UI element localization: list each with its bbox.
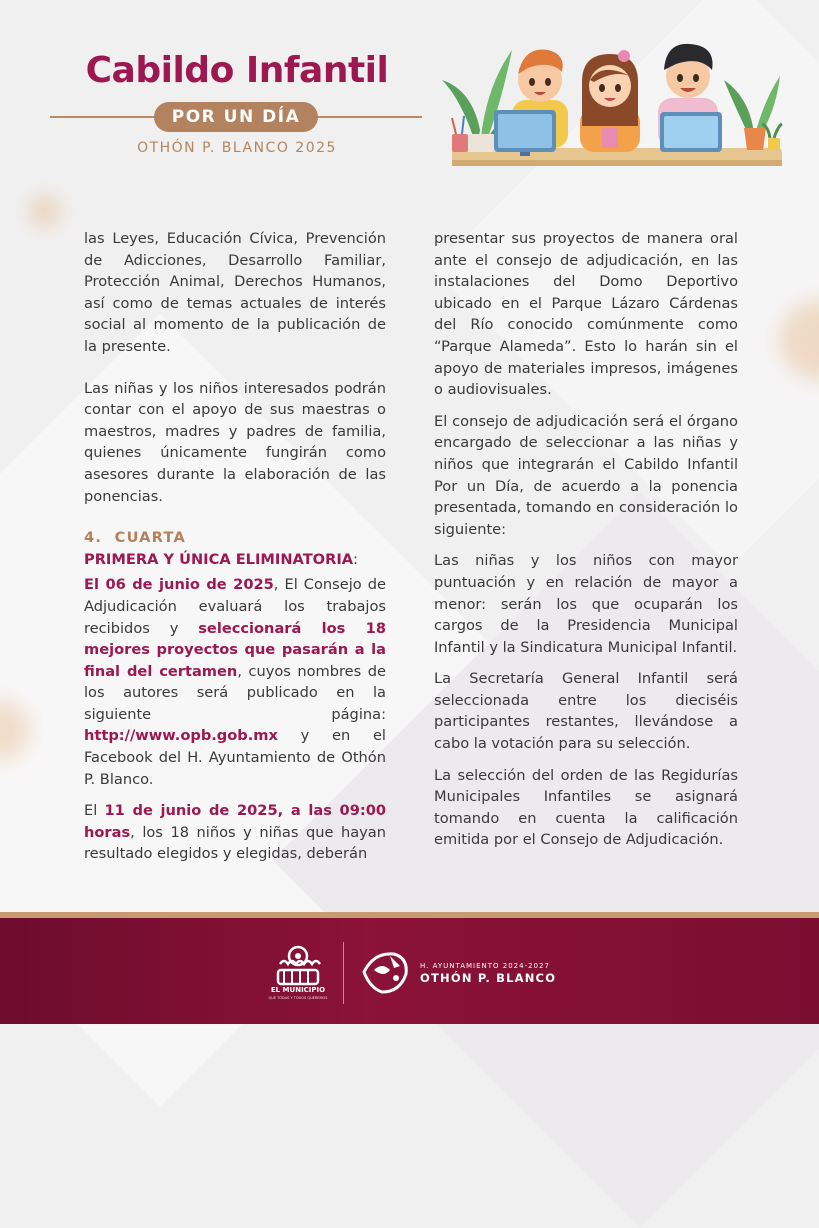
title-badge: POR UN DÍA — [154, 102, 318, 132]
paragraph: La Secretaría General Infantil será seleccionada entre los dieciséis participantes restantes, llevándose a cabo la votación para su selección. — [434, 670, 738, 753]
paragraph-text: , cuyos nombres de los autores será publicado en la siguiente página: — [84, 662, 386, 723]
kid-girl-center — [580, 50, 640, 152]
page-title: Cabildo Infantil — [85, 50, 389, 91]
section-heading — [84, 527, 386, 549]
paragraph-text: , los 18 niños y niñas que hayan resultado elegidos y elegidas, deberán — [84, 823, 386, 863]
paragraph: presentar sus proyectos de manera oral ante el consejo de adjudicación, en las instalaciones del Domo Deportivo ubicado en el Parque Lázaro Cárdenas del Río conocido comúnmente como “Parque Alameda”. Esto lo harán sin el apoyo de materiales impresos, imágenes o audiovisuales. — [434, 230, 738, 399]
website-link[interactable]: http://www.opb.gob.mx — [84, 727, 278, 745]
section-colon: : — [353, 550, 358, 568]
ayuntamiento-name: OTHÓN P. BLANCO — [420, 971, 557, 985]
plant-icon — [724, 76, 782, 150]
section-title: PRIMERA Y ÚNICA ELIMINATORIA — [84, 550, 354, 568]
paragraph-text: , El Consejo de Adjudicación evaluará los trabajos recibidos y — [84, 576, 386, 637]
ayuntamiento-period: H. AYUNTAMIENTO 2024-2027 — [420, 962, 550, 970]
date-highlight: El 06 de junio de 2025 — [84, 576, 274, 594]
title-rule-left — [50, 116, 160, 118]
paragraph: La selección del orden de las Regidurías Municipales Infantiles se asignará tomando en cuenta la calificación emitida por el Consejo de Adjudicación. — [434, 766, 738, 849]
paragraph: El consejo de adjudicación será el órgano encargado de seleccionar a las niñas y niños que integrarán el Cabildo Infantil Por un Día, de acuerdo a la ponencia presentada, tomando en consideración lo siguiente: — [434, 412, 738, 538]
section-number: 4. — [84, 529, 103, 547]
emblem-label: EL MUNICIPIO — [270, 986, 326, 994]
right-text-column — [434, 228, 738, 861]
monitor-icon — [660, 112, 722, 152]
bold-highlight: seleccionará los 18 mejores proyectos que pasarán a la final del certamen — [84, 619, 386, 680]
decorative-glow — [30, 196, 60, 226]
footer — [0, 918, 819, 1024]
footer-divider — [343, 942, 344, 1004]
monitor-icon — [494, 110, 556, 156]
date-highlight: 11 de junio de 2025, a las 09:00 horas — [84, 802, 387, 841]
ayuntamiento-logo-icon — [360, 948, 410, 996]
section-title-line — [84, 549, 386, 571]
left-text-column — [84, 228, 386, 875]
paragraph: Las niñas y los niños interesados podrán contar con el apoyo de sus maestras o maestros, madres y padres de familia, quienes únicamente fungirán como asesores durante la elaboración de las ponencias. — [84, 379, 386, 505]
title-rule-right — [314, 116, 422, 118]
paragraph-text: El — [84, 802, 105, 820]
paragraph — [84, 800, 386, 865]
paragraph: las Leyes, Educación Cívica, Prevención de Adicciones, Desarrollo Familiar, Protección Animal, Derechos Humanos, así como de temas actuales de interés social al momento de la publicación de la presente. — [84, 230, 386, 355]
kids-at-computers-illustration — [432, 30, 788, 170]
paragraph: Las niñas y los niños con mayor puntuación y en relación de mayor a menor: serán los que ocuparán los cargos de la Presidencia Municipal Infantil y la Sindicatura Municipal Infantil. — [434, 552, 738, 656]
page-subtitle: OTHÓN P. BLANCO 2025 — [137, 140, 337, 156]
emblem-tagline: QUE TODAS Y TODOS QUEREMOS — [268, 996, 328, 1000]
section-label: CUARTA — [114, 529, 186, 547]
paragraph — [84, 574, 386, 790]
paragraph-text: y en el Facebook del H. Ayuntamiento de Othón P. Blanco. — [84, 727, 386, 788]
